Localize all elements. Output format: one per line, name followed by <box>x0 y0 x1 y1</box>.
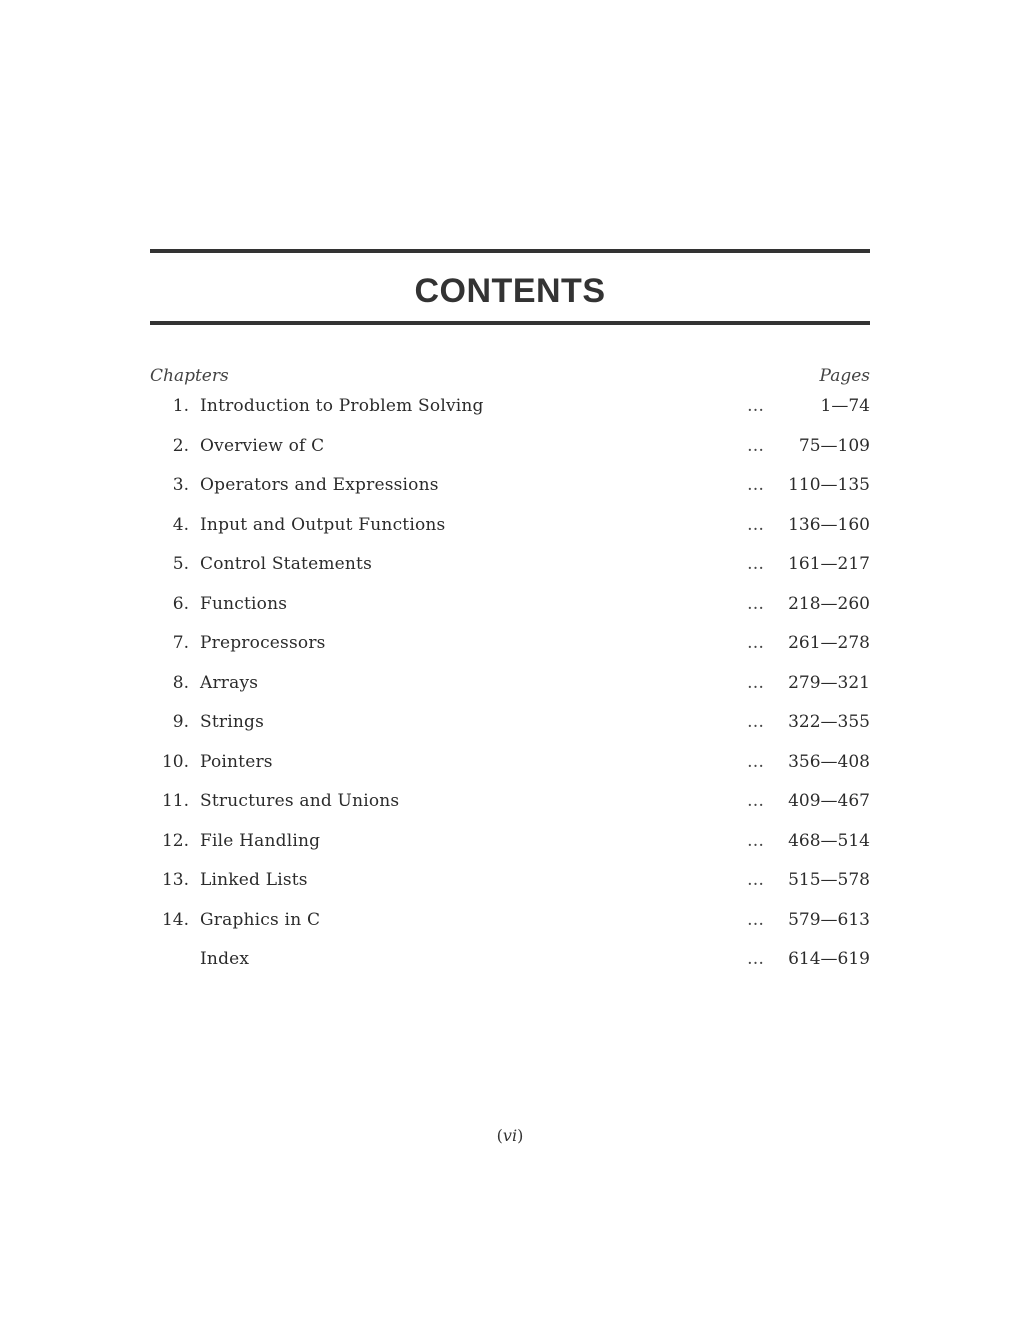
chapter-number: 8. <box>172 672 189 693</box>
leader-dots: … <box>747 396 764 416</box>
chapter-title: Control Statements <box>200 554 373 574</box>
chapters-header: Chapters <box>150 366 229 386</box>
leader-dots: … <box>747 909 764 930</box>
chapter-number: 3. <box>172 475 189 495</box>
leader-dots: … <box>747 475 764 495</box>
page-range: 136—160 <box>788 514 870 535</box>
page-range: 468—514 <box>788 830 870 851</box>
chapter-title: Arrays <box>200 672 259 693</box>
leader-dots: … <box>747 830 764 851</box>
toc-entry[interactable] <box>150 436 870 476</box>
chapter-title: Functions <box>200 593 288 614</box>
page-range: 579—613 <box>788 909 870 930</box>
chapter-title: Strings <box>200 712 264 732</box>
page-range: 515—578 <box>788 870 870 890</box>
toc-entry[interactable] <box>150 910 870 950</box>
leader-dots: … <box>747 633 764 653</box>
toc-entry[interactable] <box>150 396 870 436</box>
pages-header: Pages <box>819 366 870 386</box>
chapter-title: Operators and Expressions <box>200 475 439 495</box>
chapter-number: 6. <box>172 593 189 614</box>
toc-entry-index[interactable] <box>150 949 870 989</box>
page-range: 1—74 <box>820 396 870 416</box>
chapter-number: 5. <box>172 554 189 574</box>
page-range: 322—355 <box>788 712 870 732</box>
chapter-title: Input and Output Functions <box>200 514 446 535</box>
chapter-number: 4. <box>172 514 189 535</box>
chapter-title: Pointers <box>200 751 273 772</box>
page-range: 161—217 <box>788 554 870 574</box>
toc-entry[interactable] <box>150 633 870 673</box>
chapter-title: File Handling <box>200 830 321 851</box>
leader-dots: … <box>747 791 764 811</box>
page-range: 110—135 <box>788 475 870 495</box>
toc-entry[interactable] <box>150 673 870 713</box>
folio-roman: vi <box>502 1126 518 1145</box>
toc-entry[interactable] <box>150 554 870 594</box>
leader-dots: … <box>747 672 764 693</box>
chapter-title: Overview of C <box>200 435 325 456</box>
chapter-number: 1. <box>172 396 189 416</box>
leader-dots: … <box>747 870 764 890</box>
chapter-number: 10. <box>161 751 189 772</box>
chapter-title: Introduction to Problem Solving <box>200 396 484 416</box>
chapter-number: 14. <box>161 909 189 930</box>
chapter-number: 7. <box>172 633 189 653</box>
chapter-number: 12. <box>161 830 189 851</box>
page-range: 356—408 <box>788 751 870 772</box>
contents-page <box>150 249 870 989</box>
page-range: 75—109 <box>798 435 870 456</box>
chapter-number: 13. <box>161 870 189 890</box>
page-range: 279—321 <box>788 672 870 693</box>
toc-entry[interactable] <box>150 594 870 634</box>
leader-dots: … <box>747 554 764 574</box>
chapter-title: Graphics in C <box>200 909 321 930</box>
chapter-number: 11. <box>161 791 189 811</box>
leader-dots: … <box>747 949 764 969</box>
chapter-number: 2. <box>172 435 189 456</box>
leader-dots: … <box>747 593 764 614</box>
leader-dots: … <box>747 751 764 772</box>
toc-entry[interactable] <box>150 870 870 910</box>
leader-dots: … <box>747 514 764 535</box>
page-number <box>0 1126 1020 1145</box>
leader-dots: … <box>747 435 764 456</box>
page-range: 261—278 <box>788 633 870 653</box>
toc-entry[interactable] <box>150 712 870 752</box>
toc-entry[interactable] <box>150 791 870 831</box>
chapter-title: Structures and Unions <box>200 791 400 811</box>
page-range: 614—619 <box>788 949 870 969</box>
index-title: Index <box>200 949 250 969</box>
chapter-title: Linked Lists <box>200 870 308 890</box>
page-range: 409—467 <box>788 791 870 811</box>
toc-entry[interactable] <box>150 752 870 792</box>
bottom-rule <box>150 321 870 325</box>
leader-dots: … <box>747 712 764 732</box>
page-range: 218—260 <box>788 593 870 614</box>
toc-list <box>150 396 870 989</box>
column-header-row <box>150 366 870 386</box>
toc-entry[interactable] <box>150 831 870 871</box>
folio-open-paren: ( <box>496 1126 503 1145</box>
toc-entry[interactable] <box>150 475 870 515</box>
page-title: CONTENTS <box>414 272 606 310</box>
folio-close-paren: ) <box>517 1126 524 1145</box>
chapter-number: 9. <box>172 712 189 732</box>
chapter-title: Preprocessors <box>200 633 326 653</box>
toc-entry[interactable] <box>150 515 870 555</box>
